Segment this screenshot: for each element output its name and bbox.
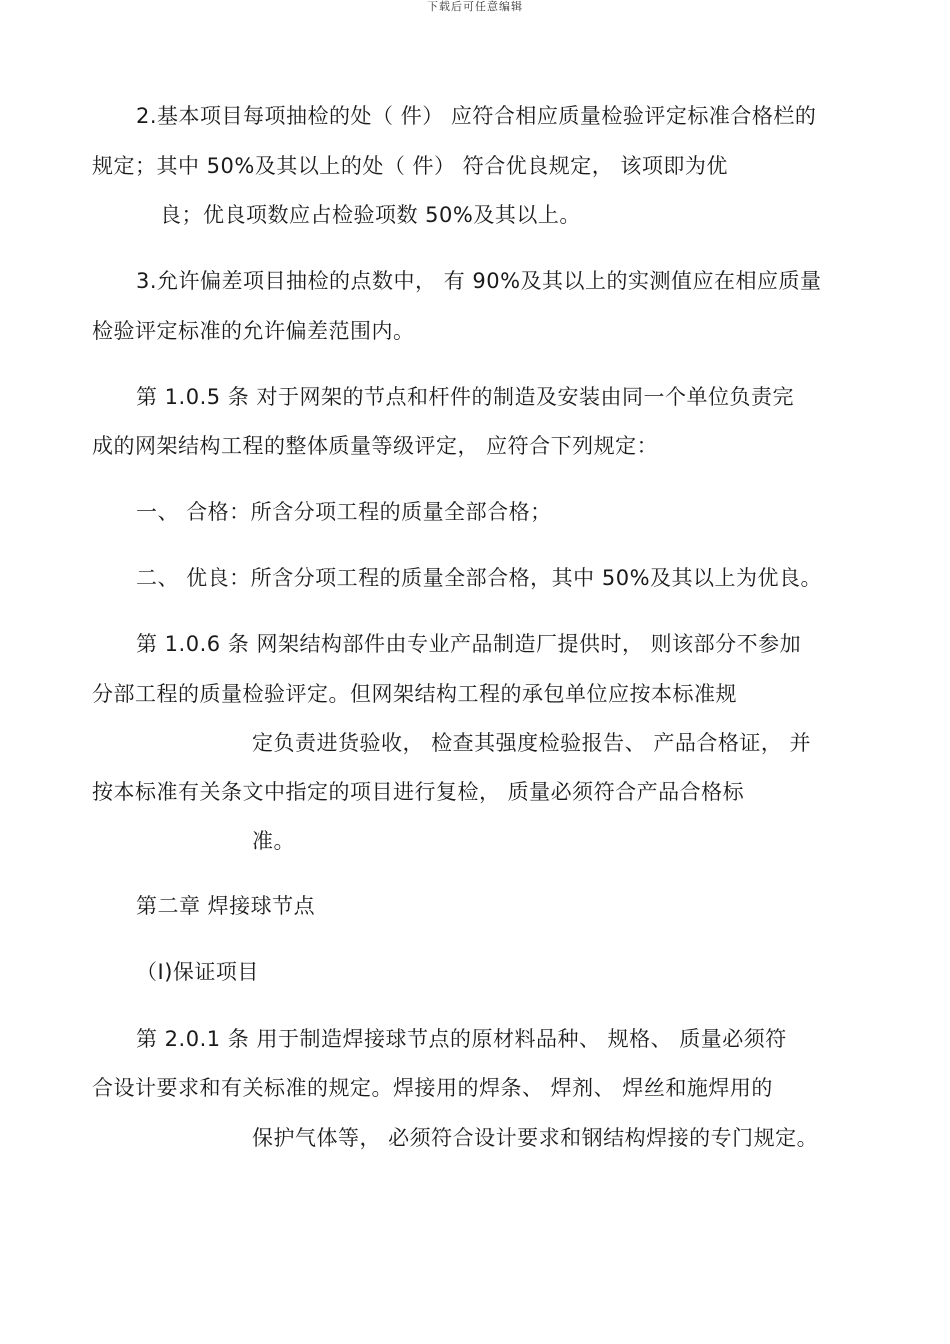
page-header: 下载后可任意编辑	[427, 0, 523, 13]
list-item: 二、 优良：所含分项工程的质量全部合格，其中 50%及其以上为优良。	[136, 566, 823, 590]
text-line: 检验评定标准的允许偏差范围内。	[92, 319, 415, 343]
text-line: 3.允许偏差项目抽检的点数中， 有 90%及其以上的实测值应在相应质量	[136, 269, 822, 293]
text-line: 成的网架结构工程的整体质量等级评定， 应符合下列规定：	[92, 434, 659, 458]
text-line: 准。	[252, 829, 295, 853]
text-line: 良；优良项数应占检验项数 50%及其以上。	[160, 203, 581, 227]
text-line: 按本标准有关条文中指定的项目进行复检， 质量必须符合产品合格标	[92, 780, 745, 804]
text-line: 保护气体等， 必须符合设计要求和钢结构焊接的专门规定。	[252, 1126, 819, 1150]
text-line: 第 2.0.1 条 用于制造焊接球节点的原材料品种、 规格、 质量必须符	[136, 1027, 787, 1051]
text-line: 2.基本项目每项抽检的处（ 件） 应符合相应质量检验评定标准合格栏的	[136, 104, 817, 128]
text-line: 定负责进货验收， 检查其强度检验报告、 产品合格证， 并	[252, 731, 812, 755]
list-item: 一、 合格：所含分项工程的质量全部合格；	[136, 500, 552, 524]
text-line: 第 1.0.6 条 网架结构部件由专业产品制造厂提供时， 则该部分不参加	[136, 632, 802, 656]
text-line: 规定；其中 50%及其以上的处（ 件） 符合优良规定， 该项即为优	[92, 154, 728, 178]
section-title: （Ⅰ)保证项目	[136, 960, 259, 984]
text-line: 第 1.0.5 条 对于网架的节点和杆件的制造及安装由同一个单位负责完	[136, 385, 794, 409]
chapter-title: 第二章 焊接球节点	[136, 894, 316, 918]
text-line: 合设计要求和有关标准的规定。焊接用的焊条、 焊剂、 焊丝和施焊用的	[92, 1076, 773, 1100]
text-line: 分部工程的质量检验评定。但网架结构工程的承包单位应按本标准规	[92, 682, 737, 706]
